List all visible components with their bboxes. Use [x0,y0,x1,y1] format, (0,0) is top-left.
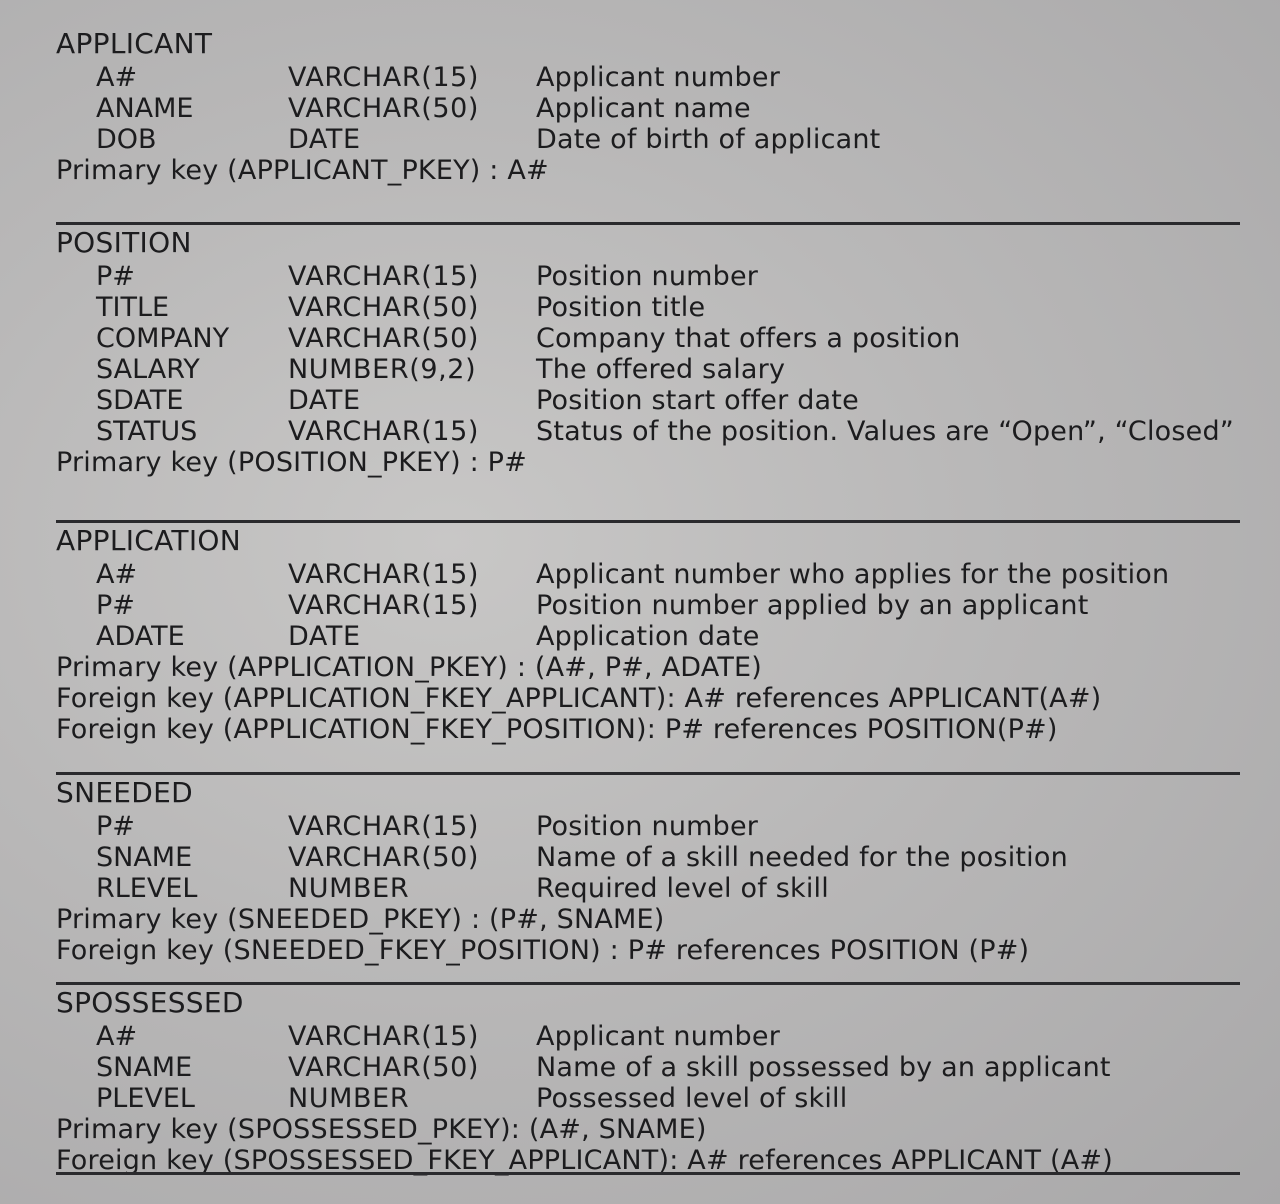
column-name: SNAME [96,1052,193,1083]
foreign-key-line: Foreign key (SPOSSESSED_FKEY_APPLICANT): A# references APPLICANT (A#) [56,1145,1113,1176]
column-name: P# [96,811,135,842]
column-description: Applicant name [536,93,751,124]
primary-key-line: Primary key (SNEEDED_PKEY) : (P#, SNAME) [56,904,665,935]
column-description: Date of birth of applicant [536,124,881,155]
primary-key-line: Primary key (APPLICANT_PKEY) : A# [56,155,549,186]
column-name: STATUS [96,416,198,447]
column-name: PLEVEL [96,1083,195,1114]
column-type: DATE [288,385,361,416]
table-name: POSITION [56,226,192,259]
column-type: VARCHAR(15) [288,1021,480,1052]
column-row [56,385,1240,416]
column-row [56,1021,1240,1052]
column-row [56,590,1240,621]
column-description: Position number [536,261,759,292]
primary-key-line: Primary key (APPLICATION_PKEY) : (A#, P#, ADATE) [56,652,763,683]
table-name: SPOSSESSED [56,986,244,1019]
column-name: P# [96,261,135,292]
column-name: A# [96,1021,138,1052]
column-description: Possessed level of skill [536,1083,848,1114]
foreign-key-line: Foreign key (APPLICATION_FKEY_APPLICANT): A# references APPLICANT(A#) [56,683,1102,714]
column-row [56,1083,1240,1114]
column-row [56,261,1240,292]
primary-key-line: Primary key (SPOSSESSED_PKEY): (A#, SNAME) [56,1114,707,1145]
column-name: P# [96,590,135,621]
column-type: VARCHAR(15) [288,62,480,93]
column-name: A# [96,559,138,590]
column-description: Applicant number who applies for the position [536,559,1170,590]
primary-key-line: Primary key (POSITION_PKEY) : P# [56,447,527,478]
column-name: SDATE [96,385,184,416]
column-description: Status of the position. Values are “Open”, “Closed” [536,416,1234,447]
column-row [56,1052,1240,1083]
foreign-key-line: Foreign key (SNEEDED_FKEY_POSITION) : P# references POSITION (P#) [56,935,1030,966]
table-name: APPLICATION [56,524,241,557]
column-type: VARCHAR(15) [288,590,480,621]
column-type: VARCHAR(15) [288,261,480,292]
column-name: A# [96,62,138,93]
column-description: Position number [536,811,759,842]
column-description: Name of a skill needed for the position [536,842,1068,873]
column-type: VARCHAR(15) [288,416,480,447]
column-type: VARCHAR(50) [288,323,480,354]
column-row [56,842,1240,873]
column-type: NUMBER [288,1083,410,1114]
column-description: Company that offers a position [536,323,961,354]
column-type: DATE [288,621,361,652]
table-name: SNEEDED [56,776,194,809]
column-name: SNAME [96,842,193,873]
column-type: DATE [288,124,361,155]
column-row [56,811,1240,842]
table-name: APPLICANT [56,27,213,60]
column-type: NUMBER(9,2) [288,354,477,385]
column-row [56,292,1240,323]
column-type: VARCHAR(15) [288,559,480,590]
table-applicant [56,26,1240,222]
bottom-divider [56,1172,1240,1175]
column-row [56,323,1240,354]
table-position [56,222,1240,520]
column-row [56,62,1240,93]
column-description: Application date [536,621,760,652]
column-description: The offered salary [536,354,786,385]
table-spossessed [56,982,1240,1176]
column-row [56,124,1240,155]
column-description: Required level of skill [536,873,829,904]
column-name: TITLE [96,292,170,323]
column-name: ADATE [96,621,185,652]
column-row [56,621,1240,652]
column-row [56,559,1240,590]
column-description: Position title [536,292,706,323]
column-description: Applicant number [536,1021,780,1052]
column-row [56,354,1240,385]
table-sneeded [56,772,1240,982]
table-application [56,520,1240,772]
column-description: Position start offer date [536,385,859,416]
column-row [56,416,1240,447]
column-name: COMPANY [96,323,230,354]
column-description: Position number applied by an applicant [536,590,1089,621]
column-type: VARCHAR(50) [288,292,480,323]
column-name: DOB [96,124,157,155]
column-description: Name of a skill possessed by an applicant [536,1052,1111,1083]
column-name: ANAME [96,93,194,124]
column-description: Applicant number [536,62,780,93]
column-row [56,873,1240,904]
foreign-key-line: Foreign key (APPLICATION_FKEY_POSITION): P# references POSITION(P#) [56,714,1058,745]
column-name: SALARY [96,354,200,385]
column-type: VARCHAR(50) [288,842,480,873]
column-type: VARCHAR(50) [288,93,480,124]
column-row [56,93,1240,124]
column-type: VARCHAR(50) [288,1052,480,1083]
column-type: NUMBER [288,873,410,904]
column-name: RLEVEL [96,873,198,904]
column-type: VARCHAR(15) [288,811,480,842]
